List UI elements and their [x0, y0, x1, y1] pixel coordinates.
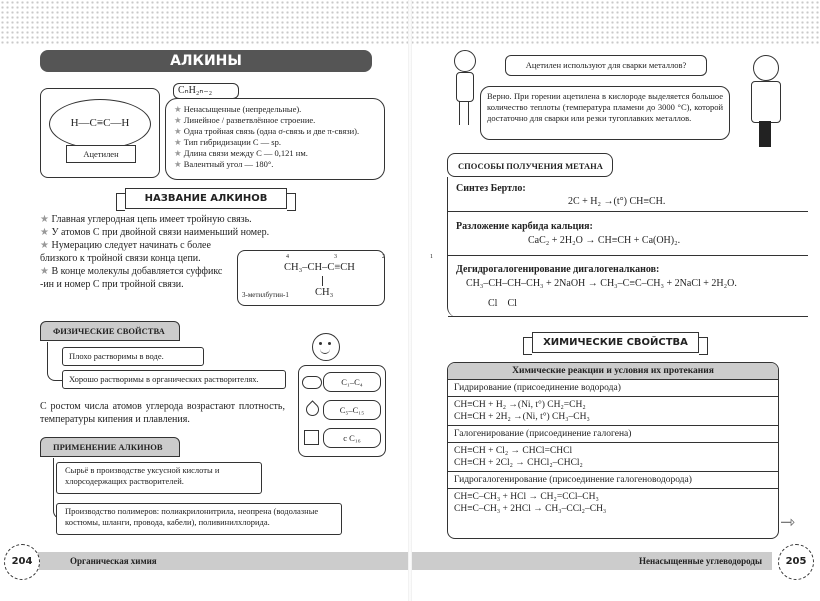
drop-icon	[303, 400, 321, 418]
example-branch: CH₃	[315, 287, 334, 298]
naming-rule: ★ В конце молекулы добавляется суффикс -ин и номер С при тройной связи.	[40, 265, 232, 291]
chemical-properties-banner: ХИМИЧЕСКИЕ СВОЙСТВА	[532, 332, 699, 353]
reaction-equations: CH≡CH + H₂ →(Ni, t°) CH₂=CH₂ CH≡CH + 2H₂ →(Ni, t°) CH₃–CH₃	[448, 397, 778, 426]
acetylene-formula: H—C≡C—H	[70, 117, 130, 129]
property-item: ★ Линейное / разветвлённое строение.	[174, 115, 378, 126]
physical-connector	[47, 342, 63, 381]
naming-section-banner: НАЗВАНИЕ АЛКИНОВ	[125, 188, 287, 209]
footer-right: Ненасыщенные углеводороды	[412, 552, 772, 570]
professor-character-icon	[745, 55, 785, 150]
page-number-left: 204	[4, 544, 40, 580]
naming-rule: ★ У атомов С при двойной связи наименьший номер.	[40, 226, 370, 239]
property-item: ★ Ненасыщенные (непредельные).	[174, 104, 378, 115]
carbon-numbering: 4 3 2 1	[286, 254, 447, 260]
usage-item: Сырьё в производстве уксусной кислоты и хлорсодержащих растворителей.	[56, 462, 262, 494]
property-item: ★ Длина связи между С — 0,121 нм.	[174, 148, 378, 159]
student-character-icon	[450, 50, 480, 130]
answer-bubble: Верно. При горении ацетилена в кислороде выделяется большое количество теплоты (температура пламени до 3000 °С), которой достаточно для сварки или резки тугоплавких металлов.	[480, 86, 730, 140]
method-name: Разложение карбида кальция:	[456, 221, 593, 232]
continue-arrow-icon: ⇾	[780, 512, 796, 532]
cartoon-character-icon	[312, 333, 342, 365]
example-box	[237, 250, 447, 306]
page-title: АЛКИНЫ	[40, 50, 372, 72]
properties-box	[165, 98, 385, 180]
method-equation: CH₃–CH–CH–CH₃ + 2NaOH → CH₃–C≡C–CH₃ + 2NaCl + 2H₂O.	[466, 278, 737, 289]
reaction-equations: CH≡C–CH₃ + HCl → CH₂=CCl–CH₃ CH≡C–CH₃ + 2HCl → CH₃–CCl₂–CH₃	[448, 489, 778, 518]
physical-note: С ростом числа атомов углерода возрастают плотность, температуры кипения и плавления.	[40, 401, 285, 425]
physical-item: Плохо растворимы в воде.	[62, 347, 204, 366]
table-header: Химические реакции и условия их протекания	[448, 363, 778, 380]
methods-panel	[447, 177, 808, 317]
property-item: ★ Одна тройная связь (одна σ-связь и две π-связи).	[174, 126, 378, 137]
solid-state-item: с C₁₆	[323, 428, 381, 448]
example-name: 3-метилбутин-1	[242, 291, 289, 299]
method-name: Синтез Бертло:	[456, 183, 526, 194]
reaction-equations: CH≡CH + Cl₂ → CHCl=CHCl CH≡CH + 2Cl₂ → CHCl₂–CHCl₂	[448, 443, 778, 472]
general-formula-tab: CₙH₂ₙ₋₂	[173, 83, 239, 99]
physical-section-tab: ФИЗИЧЕСКИЕ СВОЙСТВА	[40, 321, 180, 341]
reaction-name: Гидрирование (присоединение водорода)	[448, 380, 778, 397]
physical-item: Хорошо растворимы в органических растворителях.	[62, 370, 286, 389]
naming-rule: ★ Нумерацию следует начинать с более близкого к тройной связи конца цепи.	[40, 239, 232, 265]
states-box	[298, 365, 386, 457]
acetylene-box	[40, 88, 160, 178]
question-bubble: Ацетилен используют для сварки металлов?	[505, 55, 707, 76]
liquid-state-item: C₅–C₁₅	[323, 400, 381, 420]
methods-section-tab: СПОСОБЫ ПОЛУЧЕНИЯ МЕТАНА	[447, 153, 613, 177]
reactions-table	[447, 362, 779, 539]
usage-item: Производство полимеров: полиакрилонитрила, неопрена (водолазные костюмы, шланги, провода, кабели), поливинилхлорида.	[56, 503, 342, 535]
usage-section-tab: ПРИМЕНЕНИЕ АЛКИНОВ	[40, 437, 180, 457]
property-item: ★ Валентный угол — 180°.	[174, 159, 378, 170]
page-gutter	[408, 0, 412, 601]
footer-left: Органическая химия	[30, 552, 408, 570]
method-name: Дегидрогалогенирование дигалогеналканов:	[456, 264, 660, 275]
method-substituents: Cl Cl	[488, 298, 517, 309]
example-formula: CH₃–CH–C≡CH	[284, 262, 355, 273]
property-item: ★ Тип гибридизации С — sp.	[174, 137, 378, 148]
crystal-icon	[304, 430, 319, 445]
naming-rule: ★ Главная углеродная цепь имеет тройную связь.	[40, 213, 370, 226]
gas-state-item: C₁–C₄	[323, 372, 381, 392]
cloud-icon	[302, 376, 322, 389]
method-equation: CaC₂ + 2H₂O → CH≡CH + Ca(OH)₂.	[528, 235, 681, 246]
page-number-right: 205	[778, 544, 814, 580]
reaction-name: Галогенирование (присоединение галогена)	[448, 426, 778, 443]
acetylene-label: Ацетилен	[66, 145, 136, 163]
reaction-name: Гидрогалогенирование (присоединение галогеноводорода)	[448, 472, 778, 489]
method-equation: 2C + H₂ →(t°) CH≡CH.	[568, 196, 666, 207]
